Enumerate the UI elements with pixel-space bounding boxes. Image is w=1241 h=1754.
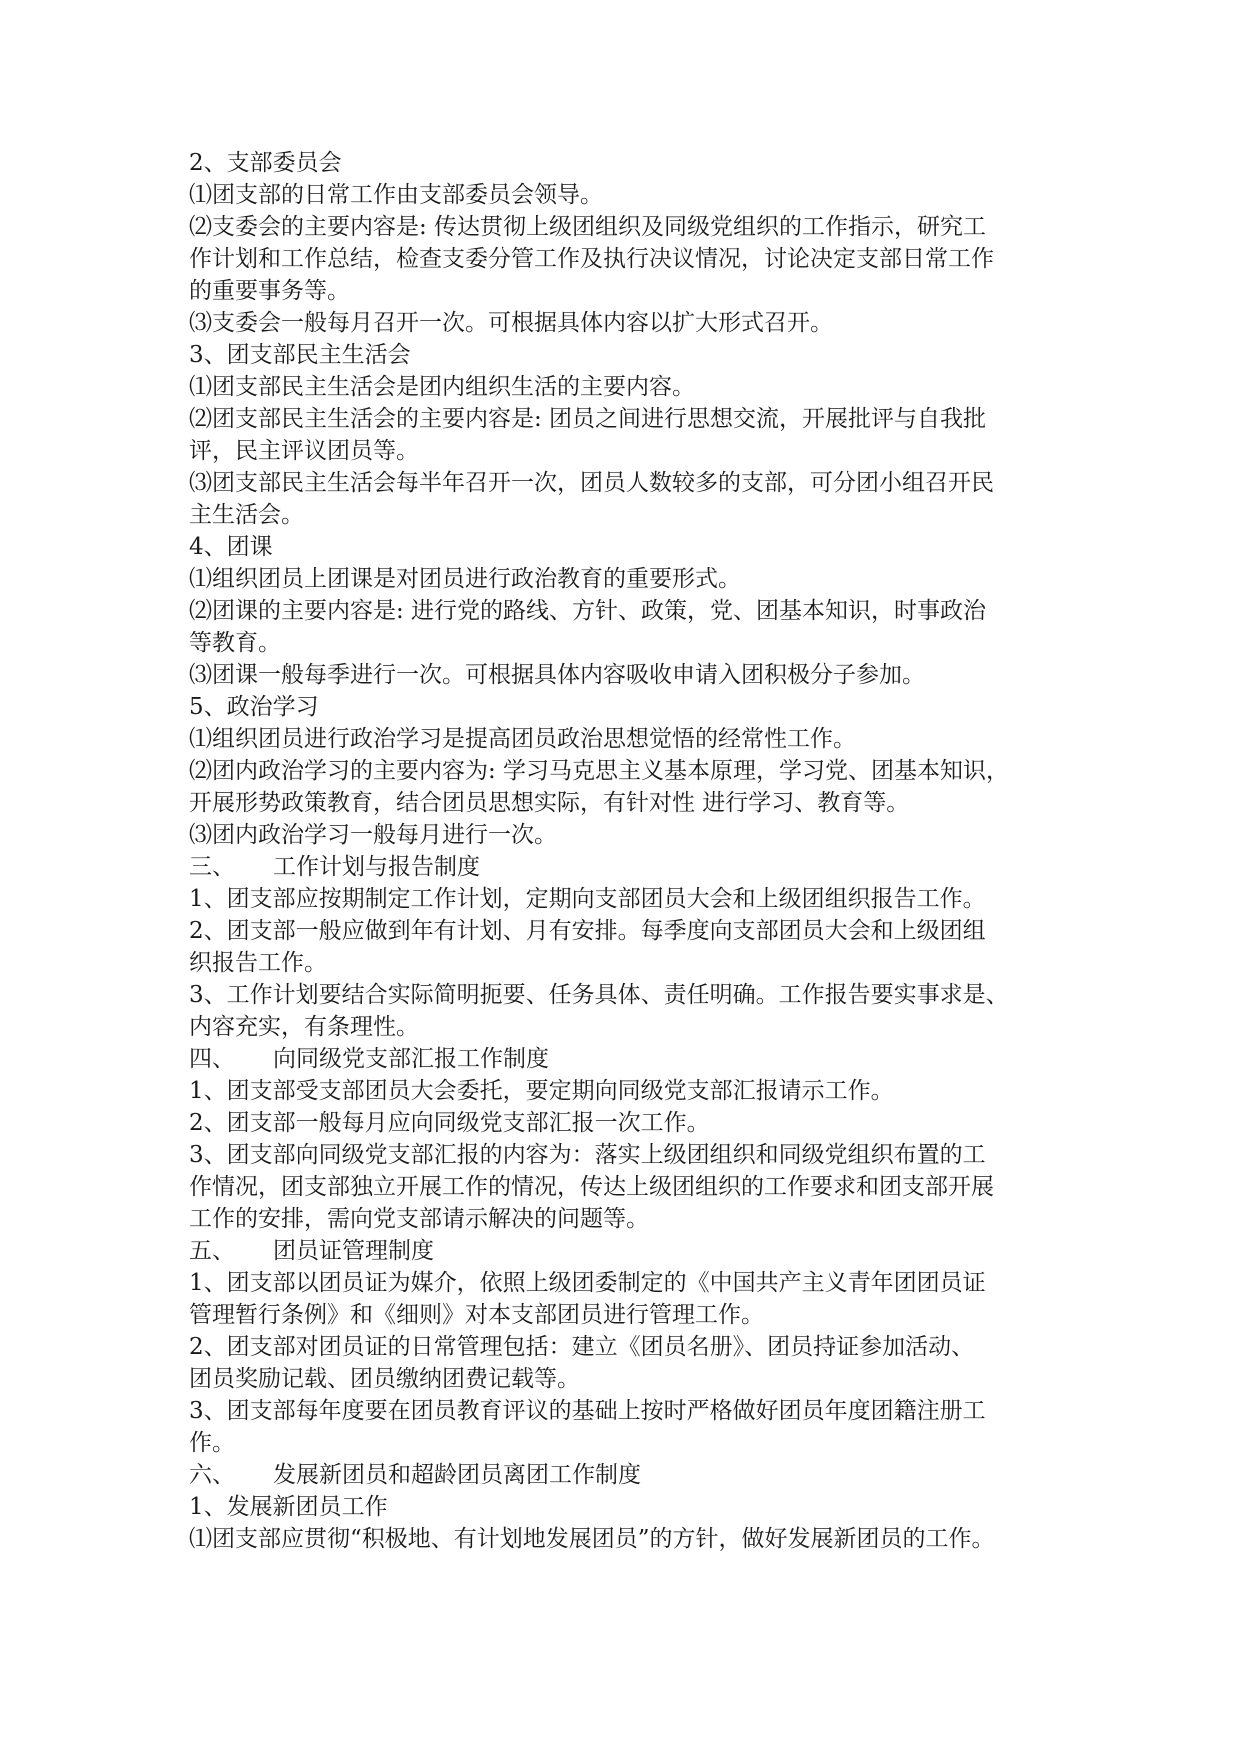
- section-number: 三、: [189, 854, 235, 880]
- item-heading-line: 2、团支部一般应做到年有计划、月有安排。每季度向支部团员大会和上级团组: [189, 918, 986, 944]
- text-line: 等教育。: [189, 630, 281, 656]
- item-heading-line: 2、团支部一般每月应向同级党支部汇报一次工作。: [189, 1110, 710, 1136]
- document-body: [189, 147, 1069, 1555]
- item-heading-line: 1、团支部应按期制定工作计划，定期向支部团员大会和上级团组织报告工作。: [189, 886, 986, 912]
- section-title: 团员证管理制度: [273, 1238, 434, 1264]
- item-heading-line: 5、政治学习: [189, 694, 319, 720]
- text-line: 内容充实，有条理性。: [189, 1014, 419, 1040]
- text-line: ⑵团支部民主生活会的主要内容是: 团员之间进行思想交流，开展批评与自我批: [189, 406, 987, 432]
- section-title: 工作计划与报告制度: [273, 854, 480, 880]
- text-line: 作计划和工作总结，检查支委分管工作及执行决议情况，讨论决定支部日常工作: [189, 246, 994, 272]
- text-line: ⑵团课的主要内容是: 进行党的路线、方针、政策，党、团基本知识，时事政治: [189, 598, 987, 624]
- text-line: 团员奖励记载、团员缴纳团费记载等。: [189, 1366, 580, 1392]
- text-line: 织报告工作。: [189, 950, 327, 976]
- text-line: ⑵支委会的主要内容是: 传达贯彻上级团组织及同级党组织的工作指示，研究工: [189, 214, 987, 240]
- text-line: 开展形势政策教育，结合团员思想实际，有针对性 进行学习、教育等。: [189, 790, 910, 816]
- text-line: 的重要事务等。: [189, 278, 350, 304]
- text-line: ⑴团支部的日常工作由支部委员会领导。: [189, 182, 603, 208]
- text-line: ⑵团内政治学习的主要内容为: 学习马克思主义基本原理，学习党、团基本知识，: [189, 758, 1010, 784]
- text-line: 工作的安排，需向党支部请示解决的问题等。: [189, 1206, 649, 1232]
- item-heading-line: 1、团支部以团员证为媒介，依照上级团委制定的《中国共产主义青年团团员证: [189, 1270, 986, 1296]
- text-line: 主生活会。: [189, 502, 304, 528]
- section-heading: [189, 1459, 1069, 1491]
- document-page: [189, 147, 1069, 1555]
- section-title: 向同级党支部汇报工作制度: [273, 1046, 549, 1072]
- item-heading-line: 3、团支部民主生活会: [189, 342, 411, 368]
- text-line: ⑴团支部民主生活会是团内组织生活的主要内容。: [189, 374, 695, 400]
- text-line: ⑶团内政治学习一般每月进行一次。: [189, 822, 557, 848]
- item-heading-line: 2、团支部对团员证的日常管理包括：建立《团员名册》、团员持证参加活动、: [189, 1334, 975, 1360]
- item-heading-line: 2、支部委员会: [189, 150, 342, 176]
- section-heading: [189, 1235, 1069, 1267]
- section-number: 四、: [189, 1046, 235, 1072]
- text-line: ⑶支委会一般每月召开一次。可根据具体内容以扩大形式召开。: [189, 310, 833, 336]
- section-heading: [189, 1043, 1069, 1075]
- text-line: 管理暂行条例》和《细则》对本支部团员进行管理工作。: [189, 1302, 764, 1328]
- text-line: ⑶团支部民主生活会每半年召开一次，团员人数较多的支部，可分团小组召开民: [189, 470, 994, 496]
- text-line: 作。: [189, 1430, 235, 1456]
- section-number: 五、: [189, 1238, 235, 1264]
- item-heading-line: 3、团支部向同级党支部汇报的内容为：落实上级团组织和同级党组织布置的工: [189, 1142, 986, 1168]
- section-number: 六、: [189, 1462, 235, 1488]
- item-heading-line: 1、团支部受支部团员大会委托，要定期向同级党支部汇报请示工作。: [189, 1078, 894, 1104]
- section-heading: [189, 851, 1069, 883]
- text-line: ⑴组织团员进行政治学习是提高团员政治思想觉悟的经常性工作。: [189, 726, 856, 752]
- text-line: ⑴组织团员上团课是对团员进行政治教育的重要形式。: [189, 566, 741, 592]
- item-heading-line: 3、团支部每年度要在团员教育评议的基础上按时严格做好团员年度团籍注册工: [189, 1398, 986, 1424]
- section-title: 发展新团员和超龄团员离团工作制度: [273, 1462, 641, 1488]
- item-heading-line: 4、团课: [189, 534, 273, 560]
- item-heading-line: 1、发展新团员工作: [189, 1494, 388, 1520]
- item-heading-line: 3、工作计划要结合实际简明扼要、任务具体、责任明确。工作报告要实事求是、: [189, 982, 1009, 1008]
- text-line: 作情况，团支部独立开展工作的情况，传达上级团组织的工作要求和团支部开展: [189, 1174, 994, 1200]
- text-line: ⑴团支部应贯彻“积极地、有计划地发展团员”的方针，做好发展新团员的工作。: [189, 1526, 995, 1552]
- text-line: ⑶团课一般每季进行一次。可根据具体内容吸收申请入团积极分子参加。: [189, 662, 925, 688]
- text-line: 评，民主评议团员等。: [189, 438, 419, 464]
